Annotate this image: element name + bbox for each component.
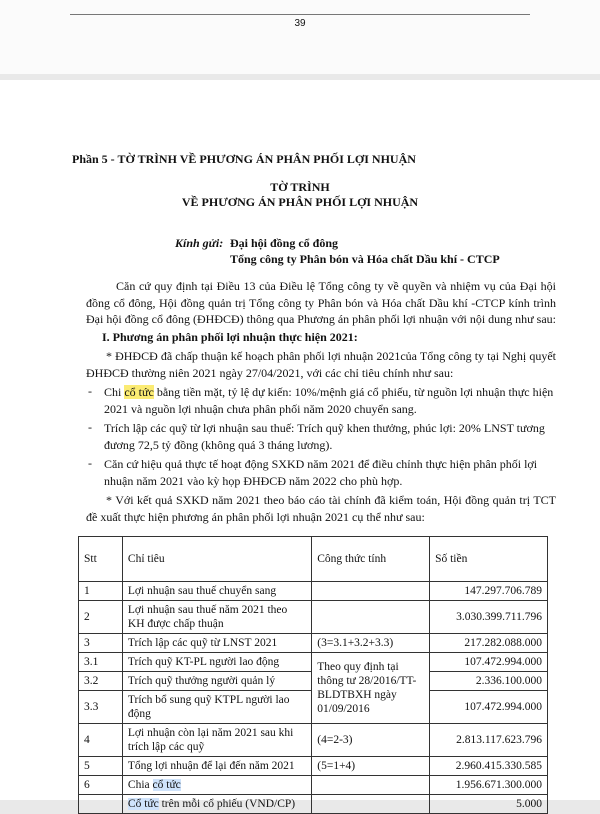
- table-row: 1 Lợi nhuận sau thuế chuyển sang 147.297.706.789: [79, 582, 548, 601]
- header-cong-thuc: Công thức tính: [312, 537, 430, 582]
- section-title: Phần 5 - TỜ TRÌNH VỀ PHƯƠNG ÁN PHÂN PHỐI LỢI NHUẬN: [72, 152, 416, 166]
- table-row: 2 Lợi nhuận sau thuế năm 2021 theo KH được chấp thuận 3.030.399.711.796: [79, 601, 548, 634]
- table-row: Cổ tức trên mỗi cổ phiếu (VND/CP) 5.000: [79, 795, 548, 814]
- table-row: 3.1 Trích quỹ KT-PL người lao động Theo quy định tại thông tư 28/2016/TT-BLDTBXH ngày 01/09/2016 107.472.994.000: [79, 653, 548, 672]
- bullet-adjust: Căn cứ hiệu quả thực tế hoạt động SXKD năm 2021 để điều chỉnh thực hiện phân phối lợi nhuận năm 2021 vào kỳ họp ĐHĐCĐ năm 2022 cho phù hợp.: [104, 457, 538, 488]
- highlight-dividend: cổ tức: [124, 385, 154, 399]
- table-row: 4 Lợi nhuận còn lại năm 2021 sau khi trích lập các quỹ (4=2-3) 2.813.117.623.796: [79, 724, 548, 757]
- table-row: 6 Chia cổ tức 1.956.671.300.000: [79, 776, 548, 795]
- recipient-1: Đại hội đồng cổ đông: [230, 236, 339, 250]
- bullet-dash: -: [88, 384, 92, 398]
- profit-distribution-table: [78, 536, 548, 814]
- doc-title-line-2: VỀ PHƯƠNG ÁN PHÂN PHỐI LỢI NHUẬN: [181, 195, 419, 209]
- doc-title-line-1: TỜ TRÌNH: [270, 180, 330, 194]
- merged-formula-cell: Theo quy định tại thông tư 28/2016/TT-BLDTBXH ngày 01/09/2016: [312, 653, 430, 724]
- highlight-dividend: Cổ tức: [127, 798, 159, 810]
- bullet-dividend: Chi cổ tức bằng tiền mặt, tỷ lệ dự kiến: 10%/mệnh giá cổ phiếu, từ nguồn lợi nhuận thực hiện 2021 và nguồn lợi nhuận chưa phân phối năm 2020 chuyển sang.: [104, 385, 554, 416]
- header-so-tien: Số tiền: [430, 537, 548, 582]
- intro-paragraph: Căn cứ quy định tại Điều 13 của Điều lệ Tổng công ty về quyền và nhiệm vụ của Đại hội đồng cổ đông, Hội đồng quản trị Tổng công ty Phân bón và Hóa chất Dầu khí -CTCP kính trình Đại hội đồng cổ đông (ĐHĐCĐ) thông qua Phương án phân phối lợi nhuận với nội dung như sau:: [86, 279, 557, 327]
- bullet-dash: -: [88, 420, 92, 434]
- bullet-dash: -: [88, 456, 92, 470]
- bullet-funds: Trích lập các quỹ từ lợi nhuận sau thuế: Trích quỹ khen thưởng, phúc lợi: 20% LNST tương đương 72,5 tỷ đồng (không quá 3 tháng lương).: [104, 421, 545, 452]
- previous-page: [0, 0, 600, 74]
- kinh-gui-label: Kính gửi:: [175, 236, 224, 250]
- highlight-dividend: cổ tức: [152, 779, 181, 791]
- note-approved-plan: * ĐHĐCĐ đã chấp thuận kế hoạch phân phối lợi nhuận 2021của Tổng công ty tại Nghị quyết ĐHĐCĐ thường niên 2021 ngày 27/04/2021, với các chỉ tiêu chính như sau:: [86, 349, 556, 380]
- page-number: 39: [294, 18, 306, 29]
- header-chi-tieu: Chỉ tiêu: [122, 537, 311, 582]
- table-row: 5 Tổng lợi nhuận để lại đến năm 2021 (5=1+4) 2.960.415.330.585: [79, 757, 548, 776]
- footer-rule: [70, 14, 530, 15]
- recipient-2: Tổng công ty Phân bón và Hóa chất Dầu khí - CTCP: [230, 252, 500, 266]
- note-proposal: * Với kết quả SXKD năm 2021 theo báo cáo tài chính đã kiểm toán, Hội đồng quản trị TCT đề xuất thực hiện phương án phân phối lợi nhuận 2021 cụ thể như sau:: [86, 493, 556, 524]
- header-stt: Stt: [79, 537, 123, 582]
- document-page: [0, 80, 600, 810]
- heading-section-1: I. Phương án phân phối lợi nhuận thực hiện 2021:: [102, 330, 358, 344]
- table-header-row: [79, 537, 548, 582]
- table-row: 3 Trích lập các quỹ từ LNST 2021 (3=3.1+3.2+3.3) 217.282.088.000: [79, 634, 548, 653]
- table-row: 3.2 Trích quỹ thưởng người quản lý 2.336.100.000: [79, 672, 548, 691]
- table-row: 3.3 Trích bổ sung quỹ KTPL người lao động 107.472.994.000: [79, 691, 548, 724]
